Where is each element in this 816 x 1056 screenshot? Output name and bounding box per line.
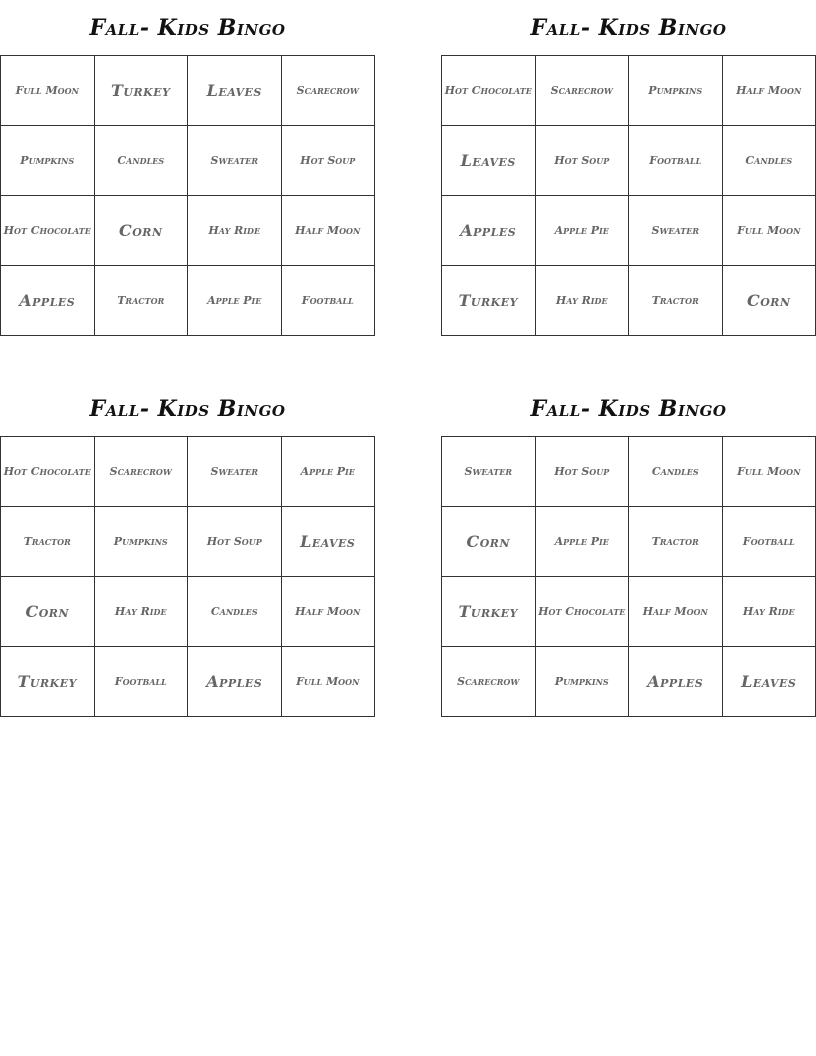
- bingo-cell: Football: [723, 507, 816, 577]
- bingo-cell: Apples: [1, 266, 95, 336]
- bingo-cell: Half Moon: [282, 577, 376, 647]
- bingo-cell: Corn: [442, 507, 536, 577]
- bingo-cell: Turkey: [95, 56, 189, 126]
- bingo-cell: Apple Pie: [282, 437, 376, 507]
- bingo-cell: Turkey: [442, 266, 536, 336]
- bingo-cell: Apple Pie: [536, 507, 630, 577]
- bingo-cell: Candles: [629, 437, 723, 507]
- bingo-cell: Corn: [723, 266, 816, 336]
- bingo-cell: Leaves: [188, 56, 282, 126]
- bingo-cell: Sweater: [442, 437, 536, 507]
- bingo-cell: Hot Soup: [536, 437, 630, 507]
- card-title: Fall- Kids Bingo: [530, 396, 727, 422]
- bingo-cell: Apple Pie: [188, 266, 282, 336]
- bingo-card-2: [441, 0, 816, 336]
- bingo-cell: Candles: [188, 577, 282, 647]
- bingo-cell: Sweater: [188, 437, 282, 507]
- bingo-card-1: [0, 0, 375, 336]
- bingo-cell: Apples: [442, 196, 536, 266]
- bingo-cell: Tractor: [629, 266, 723, 336]
- bingo-cell: Pumpkins: [629, 56, 723, 126]
- bingo-cell: Corn: [1, 577, 95, 647]
- bingo-cell: Half Moon: [282, 196, 376, 266]
- bingo-cell: Sweater: [629, 196, 723, 266]
- bingo-cell: Full Moon: [723, 437, 816, 507]
- bingo-grid: [441, 55, 816, 336]
- bingo-cell: Hot Chocolate: [442, 56, 536, 126]
- bingo-cell: Scarecrow: [282, 56, 376, 126]
- bingo-cell: Full Moon: [282, 647, 376, 717]
- bingo-cell: Leaves: [282, 507, 376, 577]
- bingo-grid: [441, 436, 816, 717]
- bingo-cell: Football: [282, 266, 376, 336]
- bingo-grid: [0, 55, 375, 336]
- bingo-cell: Scarecrow: [536, 56, 630, 126]
- bingo-cell: Scarecrow: [95, 437, 189, 507]
- bingo-cell: Scarecrow: [442, 647, 536, 717]
- bingo-cell: Tractor: [629, 507, 723, 577]
- card-title: Fall- Kids Bingo: [89, 15, 286, 41]
- bingo-cell: Tractor: [1, 507, 95, 577]
- bingo-cell: Apple Pie: [536, 196, 630, 266]
- bingo-cell: Hot Chocolate: [1, 437, 95, 507]
- bingo-cell: Turkey: [442, 577, 536, 647]
- card-title: Fall- Kids Bingo: [530, 15, 727, 41]
- bingo-cell: Hot Soup: [188, 507, 282, 577]
- bingo-cell: Football: [95, 647, 189, 717]
- bingo-cell: Tractor: [95, 266, 189, 336]
- bingo-cell: Full Moon: [1, 56, 95, 126]
- bingo-cell: Hay Ride: [536, 266, 630, 336]
- bingo-cell: Apples: [188, 647, 282, 717]
- card-title: Fall- Kids Bingo: [89, 396, 286, 422]
- bingo-cell: Pumpkins: [536, 647, 630, 717]
- bingo-cell: Hot Chocolate: [1, 196, 95, 266]
- bingo-cell: Apples: [629, 647, 723, 717]
- bingo-card-4: [441, 381, 816, 717]
- bingo-cell: Football: [629, 126, 723, 196]
- bingo-cell: Pumpkins: [1, 126, 95, 196]
- bingo-cell: Hot Chocolate: [536, 577, 630, 647]
- bingo-cell: Hot Soup: [536, 126, 630, 196]
- bingo-cell: Leaves: [723, 647, 816, 717]
- bingo-cell: Corn: [95, 196, 189, 266]
- bingo-cell: Hay Ride: [188, 196, 282, 266]
- bingo-cell: Hot Soup: [282, 126, 376, 196]
- bingo-cell: Half Moon: [629, 577, 723, 647]
- bingo-card-3: [0, 381, 375, 717]
- bingo-cell: Candles: [723, 126, 816, 196]
- bingo-cell: Half Moon: [723, 56, 816, 126]
- bingo-cell: Sweater: [188, 126, 282, 196]
- bingo-cell: Turkey: [1, 647, 95, 717]
- bingo-cell: Pumpkins: [95, 507, 189, 577]
- bingo-cell: Hay Ride: [95, 577, 189, 647]
- bingo-cell: Hay Ride: [723, 577, 816, 647]
- bingo-cell: Leaves: [442, 126, 536, 196]
- bingo-cell: Candles: [95, 126, 189, 196]
- bingo-cell: Full Moon: [723, 196, 816, 266]
- bingo-grid: [0, 436, 375, 717]
